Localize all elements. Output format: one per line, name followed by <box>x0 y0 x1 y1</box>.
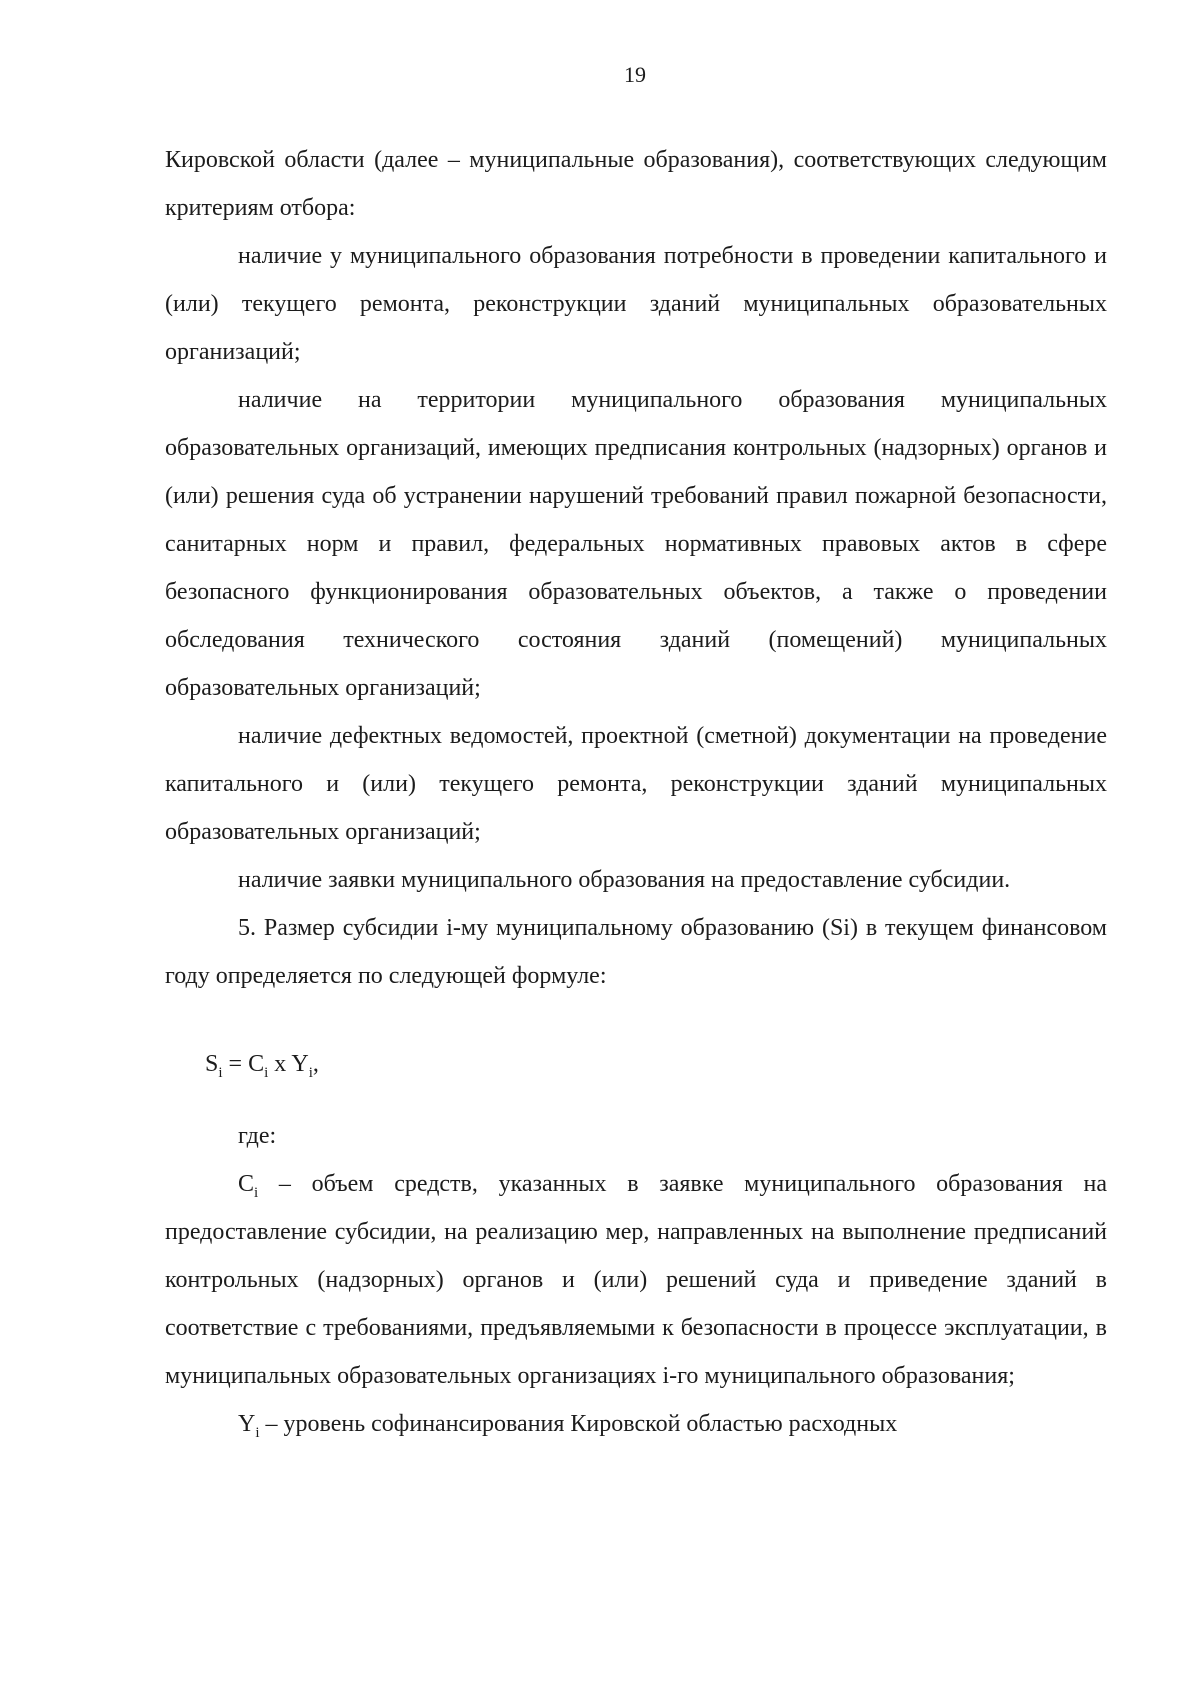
term-y-subscript: i <box>255 1424 260 1441</box>
formula-s: S <box>205 1051 219 1077</box>
formula-comma: , <box>312 1051 319 1077</box>
paragraph-where: где: <box>238 1123 277 1149</box>
formula-c: C <box>248 1051 265 1077</box>
formula-times: x <box>268 1051 292 1077</box>
term-y: Y <box>238 1411 256 1437</box>
paragraph-subsidy-size: 5. Размер субсидии i-му муниципальному образованию (Si) в текущем финансовом году определяется по следующей формуле: <box>165 915 1107 989</box>
paragraph-definition-y <box>165 1400 1107 1448</box>
paragraph-criterion-orders: наличие на территории муниципального образования муниципальных образовательных организаций, имеющих предписания контрольных (надзорных) органов и (или) решения суда об устранении нарушений требований правил пожарной безопасности, санитарных норм и правил, федеральных нормативных правовых актов в сфере безопасного функционирования образовательных объектов, а также о проведении обследования технического состояния зданий (помещений) муниципальных образовательных организаций; <box>165 387 1107 701</box>
formula-c-subscript: i <box>264 1064 269 1081</box>
subsidy-formula <box>165 1040 1107 1088</box>
document-body <box>165 136 1107 1448</box>
paragraph-criterion-application: наличие заявки муниципального образования на предоставление субсидии. <box>238 867 1011 893</box>
definition-y-text: – уровень софинансирования Кировской областью расходных <box>259 1411 898 1437</box>
paragraph-criteria-intro: Кировской области (далее – муниципальные образования), соответствующих следующим критериям отбора: <box>165 147 1107 221</box>
paragraph-criterion-need: наличие у муниципального образования потребности в проведении капитального и (или) текущего ремонта, реконструкции зданий муниципальных образовательных организаций; <box>165 243 1107 365</box>
paragraph-definition-c <box>165 1160 1107 1400</box>
formula-y-subscript: i <box>308 1064 313 1081</box>
term-c: C <box>238 1171 255 1197</box>
paragraph-criterion-documentation: наличие дефектных ведомостей, проектной (сметной) документации на проведение капитального и (или) текущего ремонта, реконструкции зданий муниципальных образовательных организаций; <box>165 723 1107 845</box>
formula-equals: = <box>222 1051 249 1077</box>
term-c-subscript: i <box>254 1184 259 1201</box>
page-number: 19 <box>624 62 646 87</box>
definition-c-text: – объем средств, указанных в заявке муниципального образования на предоставление субсидии, на реализацию мер, направленных на выполнение предписаний контрольных (надзорных) органов и (или) решений суда и приведение зданий в соответствие с требованиями, предъявляемыми к безопасности в процессе эксплуатации, в муниципальных образовательных организациях i-го муниципального образования; <box>165 1171 1107 1389</box>
formula-y: Y <box>291 1051 309 1077</box>
formula-s-subscript: i <box>218 1064 223 1081</box>
